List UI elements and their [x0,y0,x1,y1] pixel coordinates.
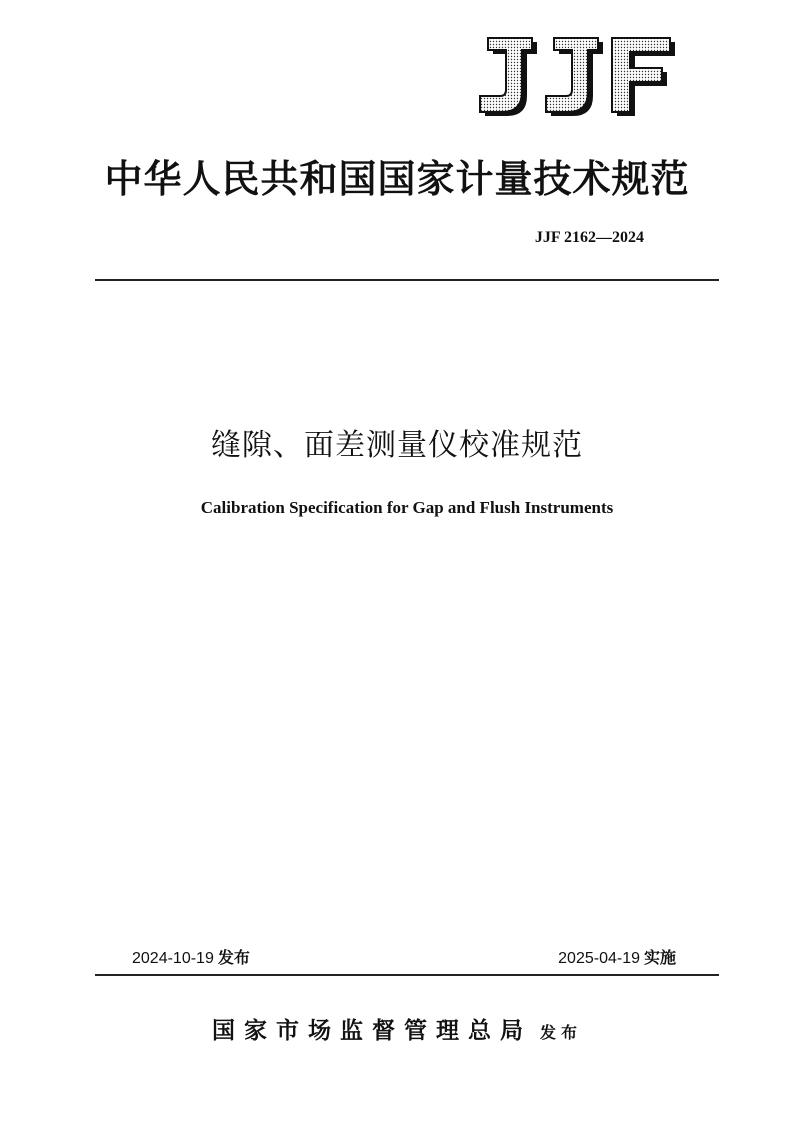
bottom-divider [95,974,719,976]
release-date-line [132,945,250,968]
document-title-en: Calibration Specification for Gap and Flush Instruments [200,498,614,517]
document-title-cn: 缝隙、面差测量仪校准规范 [211,428,583,463]
implement-date-line [558,945,676,968]
publisher-line [0,1012,794,1045]
implement-date: 2025-04-19 [558,950,640,967]
top-divider [95,279,719,281]
org-title: 中华人民共和国国家计量技术规范 [104,156,690,201]
jjf-logo-icon [474,34,678,118]
standard-number: JJF 2162—2024 [534,229,644,246]
publish-label: 发布 [539,1023,582,1042]
release-date: 2024-10-19 [132,950,214,967]
implement-label: 实施 [643,948,676,967]
release-label: 发布 [217,948,250,967]
publisher-name: 国家市场监督管理总局 [211,1017,532,1044]
